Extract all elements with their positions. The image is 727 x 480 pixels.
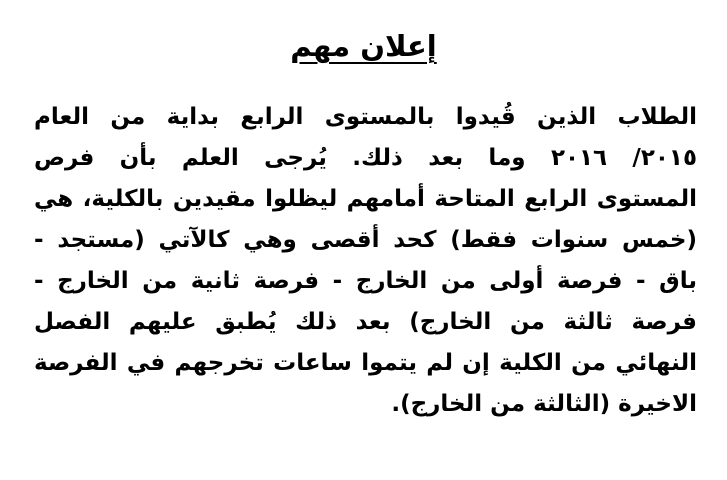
announcement-title: إعلان مهم <box>290 29 437 63</box>
announcement-body <box>34 97 697 425</box>
body-line-1: الطلاب الذين قُيدوا بالمستوى الرابع بداية من العام <box>34 104 697 130</box>
body-line-5: باق - فرصة أولى من الخارج - فرصة ثانية من الخارج - <box>34 268 697 294</box>
body-line-8: الاخيرة (الثالثة من الخارج). <box>391 391 697 417</box>
body-line-7: النهائي من الكلية إن لم يتموا ساعات تخرجهم في الفرصة <box>34 350 697 376</box>
body-line-4: (خمس سنوات فقط) كحد أقصى وهي كالآتي (مستجد - <box>34 227 697 253</box>
body-line-3: المستوى الرابع المتاحة أمامهم ليظلوا مقيدين بالكلية، هي <box>34 186 697 212</box>
body-line-2: ٢٠١٥/ ٢٠١٦ وما بعد ذلك. يُرجى العلم بأن فرص <box>34 145 697 171</box>
body-line-6: فرصة ثالثة من الخارج) بعد ذلك يُطبق عليهم الفصل <box>34 309 697 335</box>
